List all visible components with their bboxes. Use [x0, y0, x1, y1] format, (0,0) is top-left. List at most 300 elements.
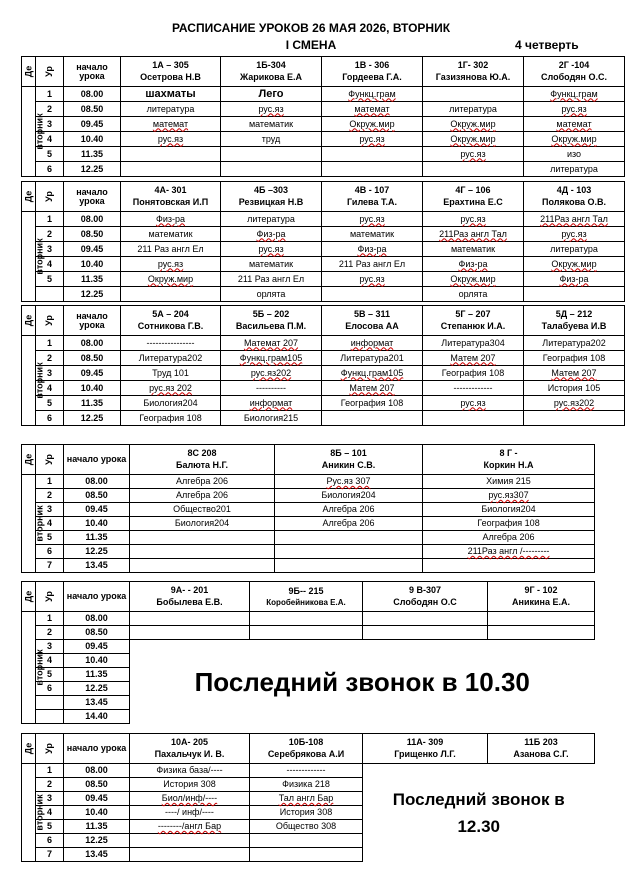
lesson-number: 6	[36, 682, 64, 696]
quarter-label: 4 четверть	[515, 38, 579, 52]
lesson-cell	[322, 102, 423, 117]
lesson-text: Математ 207	[243, 337, 299, 348]
block4-table	[21, 444, 595, 573]
class-header	[423, 306, 524, 336]
lesson-cell	[322, 381, 423, 396]
lesson-text: литература	[146, 103, 195, 114]
day-header-text: Де	[23, 453, 33, 466]
shift-label: I СМЕНА	[285, 38, 337, 52]
lesson-cell	[130, 612, 250, 626]
day-header-text: Де	[23, 65, 33, 78]
class-name: 9 В-307	[408, 585, 442, 595]
num-header	[36, 582, 64, 612]
day-cell	[22, 764, 45, 862]
lesson-time: 11.35	[64, 272, 121, 287]
lesson-cell	[322, 132, 423, 147]
class-teacher: Резвицкая Н.В	[238, 197, 304, 207]
lesson-text: литература	[449, 103, 497, 114]
lesson-cell	[524, 117, 625, 132]
lesson-cell	[322, 257, 423, 272]
lesson-cell	[322, 287, 423, 302]
lesson-number: 5	[36, 147, 64, 162]
lesson-cell	[130, 545, 275, 559]
day-cell	[22, 336, 45, 426]
class-header	[221, 182, 322, 212]
lesson-text: История 105	[547, 382, 601, 393]
lesson-cell	[130, 475, 275, 489]
lesson-cell	[121, 162, 221, 177]
lesson-text: Физ-ра	[155, 213, 185, 224]
lesson-cell	[121, 117, 221, 132]
lesson-cell	[423, 272, 524, 287]
lesson-time: 10.40	[64, 381, 121, 396]
lesson-cell	[121, 336, 221, 351]
table-row	[22, 489, 595, 503]
day-header	[22, 734, 36, 764]
lesson-number: 5	[36, 272, 64, 287]
day-name: вторник	[34, 238, 45, 275]
lesson-text: рус.яз	[561, 228, 587, 239]
lesson-cell	[221, 257, 322, 272]
class-teacher: Жарикова Е.А	[239, 72, 303, 82]
lesson-cell	[121, 272, 221, 287]
lesson-text: информат	[350, 337, 394, 348]
class-header	[524, 182, 625, 212]
lesson-cell	[423, 336, 524, 351]
lesson-cell	[524, 287, 625, 302]
lesson-text: Алгебра 206	[322, 504, 375, 514]
lesson-text: Труд 101	[152, 367, 189, 378]
lesson-text: математик	[450, 243, 496, 254]
lesson-cell	[322, 147, 423, 162]
lesson-number: 2	[36, 778, 64, 792]
lesson-time: 08.50	[64, 778, 130, 792]
lesson-cell	[250, 806, 363, 820]
lesson-number: 4	[36, 381, 64, 396]
lesson-time: 10.40	[64, 257, 121, 272]
lesson-cell	[423, 411, 524, 426]
table-row	[22, 517, 595, 531]
class-header	[423, 182, 524, 212]
lesson-cell	[121, 132, 221, 147]
table-row	[22, 287, 625, 302]
banner-cell	[363, 764, 595, 862]
header-row	[22, 582, 595, 612]
lesson-text: Окруж.мир	[450, 273, 496, 284]
table-row	[22, 640, 595, 654]
lesson-cell	[275, 517, 423, 531]
lesson-text: Биология204	[481, 504, 536, 514]
lesson-number: 2	[36, 102, 64, 117]
lesson-text: рус.яз	[460, 397, 486, 408]
lesson-text: Окруж.мир	[147, 273, 194, 284]
lesson-cell	[221, 381, 322, 396]
lesson-text: математик	[248, 258, 294, 269]
table-row	[22, 147, 625, 162]
last-bell-banner-line1: Последний звонок в	[392, 789, 565, 809]
lesson-text: Окруж.мир	[450, 118, 496, 129]
lesson-cell	[423, 489, 595, 503]
day-header	[22, 445, 36, 475]
lesson-time: 08.50	[64, 227, 121, 242]
class-header	[322, 57, 423, 87]
lesson-time: 11.35	[64, 396, 121, 411]
lesson-time: 09.45	[64, 503, 130, 517]
lesson-time: 13.45	[64, 696, 130, 710]
lesson-cell	[423, 366, 524, 381]
lesson-text: Лего	[258, 87, 284, 100]
block2-table	[21, 181, 625, 302]
class-teacher: Гилева Т.А.	[347, 197, 397, 207]
lesson-time: 13.45	[64, 559, 130, 573]
day-header	[22, 57, 36, 87]
lesson-cell	[423, 517, 595, 531]
lesson-text: Литература304	[441, 337, 505, 348]
lesson-cell	[524, 336, 625, 351]
lesson-cell	[322, 272, 423, 287]
lesson-text: ----/ инф/----	[165, 807, 214, 817]
lesson-cell	[130, 559, 275, 573]
lesson-cell	[221, 287, 322, 302]
table-row	[22, 87, 625, 102]
class-name: 4В - 107	[354, 185, 390, 195]
class-name: 4Д - 103	[556, 185, 592, 195]
lesson-text: Окруж.мир	[450, 133, 496, 144]
last-bell-banner: Последний звонок в 10.30	[194, 666, 530, 697]
table-row	[22, 545, 595, 559]
lesson-cell	[275, 489, 423, 503]
lesson-text: литература	[550, 243, 598, 254]
block1-table	[21, 56, 625, 177]
num-header-text: Ур	[43, 454, 54, 465]
lesson-cell	[121, 411, 221, 426]
lesson-number: 2	[36, 489, 64, 503]
lesson-text: Функц.грам	[348, 88, 396, 99]
table-row	[22, 162, 625, 177]
lesson-cell	[524, 396, 625, 411]
class-name: 11А- 309	[406, 737, 444, 747]
class-name: 2Г -104	[558, 60, 590, 70]
class-name: 9А- - 201	[170, 585, 209, 595]
lesson-number: 4	[36, 257, 64, 272]
lesson-cell	[423, 503, 595, 517]
class-teacher: Степанюк И.А.	[440, 321, 506, 331]
lesson-text: 211Раз англ Тал	[439, 228, 507, 239]
lesson-cell	[322, 351, 423, 366]
table-row	[22, 559, 595, 573]
lesson-cell	[221, 272, 322, 287]
lesson-cell	[121, 351, 221, 366]
lesson-cell	[423, 351, 524, 366]
lesson-cell	[221, 147, 322, 162]
lesson-text: рус.яз	[359, 133, 385, 144]
lesson-cell	[322, 117, 423, 132]
lesson-cell	[130, 531, 275, 545]
lesson-text: математ	[354, 103, 390, 114]
lesson-number: 5	[36, 820, 64, 834]
day-name: вторник	[34, 505, 45, 542]
lesson-text: литература	[247, 213, 295, 224]
lesson-time: 08.00	[64, 612, 130, 626]
block6-table	[21, 733, 595, 862]
table-row	[22, 242, 625, 257]
lesson-number: 4	[36, 132, 64, 147]
lesson-text: История 308	[163, 779, 216, 789]
table-row	[22, 272, 625, 287]
lesson-cell	[121, 366, 221, 381]
lesson-number: 1	[36, 212, 64, 227]
lesson-cell	[322, 242, 423, 257]
lesson-cell	[250, 778, 363, 792]
class-teacher: Талабуева И.В	[541, 321, 607, 331]
lesson-text: рус.яз	[460, 148, 486, 159]
lesson-text: информат	[249, 397, 293, 408]
lesson-text: --------/англ Бар	[157, 821, 222, 831]
block3-table	[21, 305, 625, 426]
class-name: 4Г – 106	[455, 185, 491, 195]
class-teacher: Коркин Н.А	[483, 460, 534, 470]
lesson-number: 6	[36, 162, 64, 177]
class-header	[423, 445, 595, 475]
lesson-time: 09.45	[64, 242, 121, 257]
class-teacher: Коробейникова Е.А.	[266, 597, 346, 607]
lesson-text: рус.яз 202	[149, 382, 192, 393]
table-row	[22, 212, 625, 227]
lesson-cell	[524, 102, 625, 117]
class-teacher: Аникина Е.А.	[512, 597, 570, 607]
class-teacher: Сотникова Г.В.	[137, 321, 204, 331]
lesson-text: изо	[566, 148, 582, 159]
lesson-text: математик	[349, 228, 395, 239]
lesson-cell	[221, 132, 322, 147]
lesson-cell	[121, 381, 221, 396]
lesson-cell	[221, 396, 322, 411]
lesson-text: Литература202	[542, 337, 606, 348]
lesson-time: 09.45	[64, 117, 121, 132]
lesson-text: рус.яз	[460, 213, 486, 224]
class-header	[322, 306, 423, 336]
class-header	[250, 582, 363, 612]
lesson-text: орлята	[458, 288, 488, 299]
lesson-cell	[121, 396, 221, 411]
lesson-cell	[423, 559, 595, 573]
lesson-text: Алгебра 206	[176, 490, 228, 500]
class-name: 11Б 203	[524, 737, 558, 747]
lesson-text: Физ-ра	[559, 273, 589, 284]
lesson-text: Биология204	[321, 490, 376, 500]
class-header	[130, 734, 250, 764]
class-header	[423, 57, 524, 87]
lesson-text: -------------	[453, 382, 493, 393]
lesson-number: 1	[36, 87, 64, 102]
class-header	[363, 582, 488, 612]
class-name: 1Г- 302	[457, 60, 489, 70]
lesson-cell	[130, 820, 250, 834]
lesson-time: 13.45	[64, 848, 130, 862]
lesson-cell	[250, 612, 363, 626]
lesson-cell	[275, 475, 423, 489]
lesson-time: 08.50	[64, 351, 121, 366]
lesson-text: Алгебра 206	[322, 518, 375, 528]
banner-cell	[130, 640, 595, 724]
lesson-cell	[221, 411, 322, 426]
lesson-cell	[524, 227, 625, 242]
lesson-cell	[423, 102, 524, 117]
lesson-cell	[423, 531, 595, 545]
lesson-cell	[221, 227, 322, 242]
class-name: 5В – 311	[353, 309, 391, 319]
class-header	[275, 445, 423, 475]
lesson-cell	[130, 778, 250, 792]
lesson-text: Физ-ра	[357, 243, 387, 254]
lesson-cell	[130, 503, 275, 517]
lesson-text: математик	[248, 118, 294, 129]
lesson-cell	[524, 272, 625, 287]
lesson-text: Функц.грам	[550, 88, 598, 99]
class-header	[221, 57, 322, 87]
class-teacher: Бобылева Е.В.	[156, 597, 223, 607]
day-header-text: Де	[23, 742, 33, 755]
class-header	[524, 306, 625, 336]
class-name: 4Б –303	[254, 185, 288, 195]
lesson-number: 4	[36, 517, 64, 531]
num-header-text: Ур	[43, 743, 54, 754]
lesson-cell	[488, 612, 595, 626]
lesson-cell	[524, 381, 625, 396]
lesson-text: География 108	[441, 367, 505, 378]
lesson-time: 14.40	[64, 710, 130, 724]
lesson-number: 3	[36, 366, 64, 381]
lesson-cell	[322, 212, 423, 227]
lesson-cell	[221, 242, 322, 257]
time-header: начало урока	[64, 582, 130, 612]
lesson-cell	[423, 162, 524, 177]
lesson-text: 211Раз англ Тал	[540, 213, 608, 224]
lesson-cell	[275, 545, 423, 559]
class-teacher: Аникин С.В.	[321, 460, 376, 470]
lesson-cell	[423, 147, 524, 162]
lesson-cell	[322, 366, 423, 381]
lesson-cell	[250, 764, 363, 778]
class-name: 8Б – 101	[330, 448, 367, 458]
lesson-text: География 108	[477, 518, 540, 528]
class-teacher: Полякова О.В.	[541, 197, 606, 207]
lesson-cell	[488, 626, 595, 640]
lesson-cell	[250, 792, 363, 806]
class-header	[524, 57, 625, 87]
day-cell	[22, 212, 45, 302]
lesson-text: Литература202	[138, 352, 203, 363]
lesson-cell	[363, 612, 488, 626]
lesson-cell	[250, 848, 363, 862]
header-row	[22, 57, 625, 87]
lesson-number: 6	[36, 545, 64, 559]
header-row	[22, 182, 625, 212]
table-row	[22, 612, 595, 626]
lesson-text: Матем 207	[450, 352, 496, 363]
class-teacher: Газизянова Ю.А.	[435, 72, 511, 82]
lesson-text: География 108	[340, 397, 404, 408]
lesson-text: ----------	[256, 382, 286, 393]
day-header	[22, 582, 36, 612]
lesson-cell	[275, 559, 423, 573]
lesson-time: 08.50	[64, 102, 121, 117]
num-header-text: Ур	[43, 315, 54, 326]
lesson-number: 1	[36, 475, 64, 489]
class-teacher: Азанова С.Г.	[513, 749, 569, 759]
table-row	[22, 411, 625, 426]
class-teacher: Балюта Н.Г.	[175, 460, 229, 470]
lesson-cell	[322, 87, 423, 102]
lesson-text: рус.яз202	[250, 367, 292, 378]
lesson-time: 09.45	[64, 366, 121, 381]
lesson-text: математик	[148, 228, 193, 239]
time-header: начало урока	[64, 306, 121, 336]
lesson-text: орлята	[256, 288, 286, 299]
lesson-text: математ	[556, 118, 592, 129]
lesson-number	[36, 287, 64, 302]
class-header	[121, 182, 221, 212]
lesson-text: Биол/инф/----	[161, 793, 218, 803]
class-name: 8С 208	[187, 448, 217, 458]
lesson-cell	[322, 411, 423, 426]
lesson-cell	[221, 366, 322, 381]
num-header	[36, 445, 64, 475]
lesson-text: Матем 207	[551, 367, 597, 378]
lesson-time: 08.50	[64, 489, 130, 503]
table-row	[22, 764, 595, 778]
lesson-cell	[423, 212, 524, 227]
lesson-number: 3	[36, 117, 64, 132]
lesson-time: 08.50	[64, 626, 130, 640]
lesson-time: 11.35	[64, 668, 130, 682]
lesson-cell	[221, 162, 322, 177]
lesson-cell	[121, 212, 221, 227]
lesson-cell	[130, 792, 250, 806]
table-row	[22, 227, 625, 242]
lesson-number: 7	[36, 848, 64, 862]
class-name: 1В - 306	[354, 60, 390, 70]
lesson-text: Матем 207	[349, 382, 395, 393]
day-header-text: Де	[23, 590, 33, 603]
lesson-text: математ	[152, 118, 189, 129]
day-name: вторник	[34, 362, 45, 399]
lesson-time: 12.25	[64, 162, 121, 177]
num-header	[36, 57, 64, 87]
lesson-number: 3	[36, 640, 64, 654]
table-row	[22, 366, 625, 381]
class-name: 4А- 301	[154, 185, 187, 195]
day-header	[22, 306, 36, 336]
lesson-cell	[322, 162, 423, 177]
lesson-cell	[524, 212, 625, 227]
header-row	[22, 734, 595, 764]
lesson-cell	[130, 806, 250, 820]
lesson-text: рус.яз	[561, 103, 587, 114]
lesson-time: 11.35	[64, 147, 121, 162]
lesson-cell	[322, 227, 423, 242]
lesson-cell	[130, 764, 250, 778]
lesson-cell	[423, 242, 524, 257]
table-row	[22, 503, 595, 517]
lesson-time: 12.25	[64, 287, 121, 302]
lesson-text: География 108	[542, 352, 606, 363]
lesson-cell	[423, 381, 524, 396]
lesson-text: рус.яз307	[488, 490, 529, 500]
lesson-cell	[423, 227, 524, 242]
lesson-text: Биология204	[143, 397, 198, 408]
lesson-number: 2	[36, 351, 64, 366]
